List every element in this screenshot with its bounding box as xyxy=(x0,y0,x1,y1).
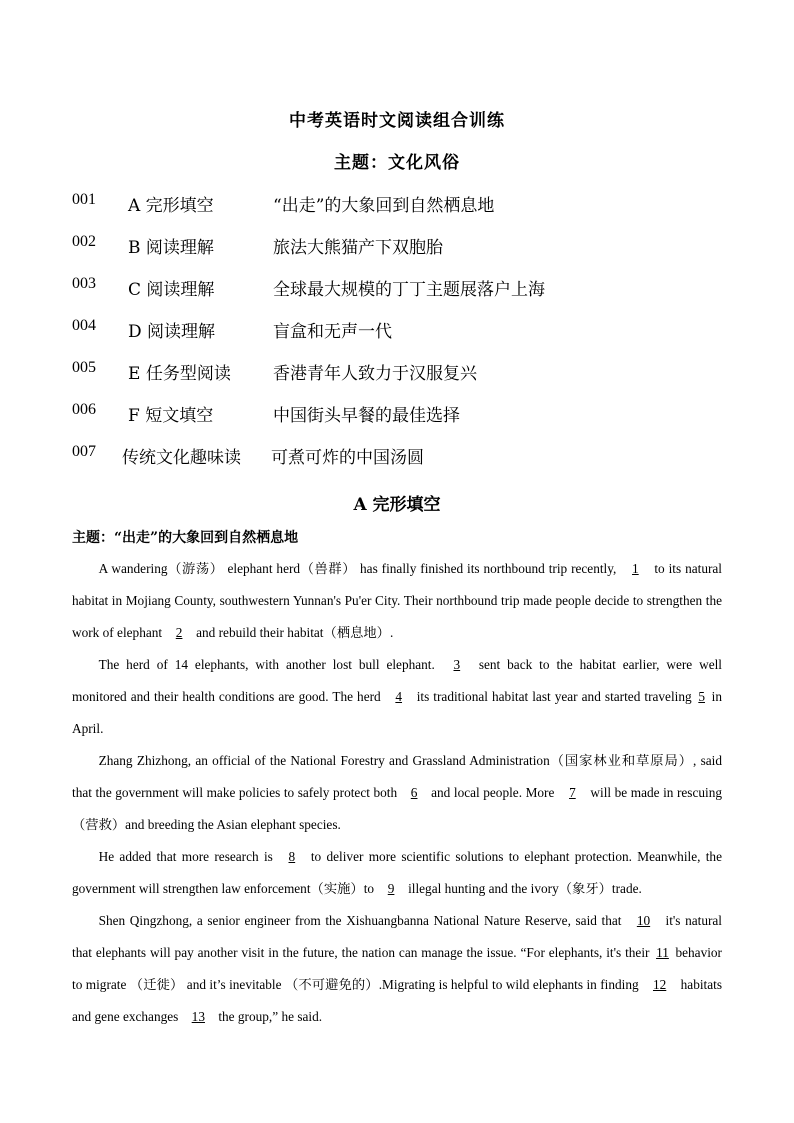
paragraph: Shen Qingzhong, a senior engineer from the Xishuangbanna National Nature Reserve, said that 10 it's natural that elephants will pay another visit in the future, the nation can manage the issue. “For elephants, it's their 11 behavior to migrate （迁徙） and it’s inevitable （不可避免的）.Migrating is helpful to wild elephants in finding 12 habitats and gene exchanges 13 the group,” he said. xyxy=(72,905,722,1033)
toc-number: 006 xyxy=(72,401,96,418)
toc-number: 001 xyxy=(72,191,96,208)
toc-type: D 阅读理解 xyxy=(128,322,216,342)
section-title: A 完形填空 xyxy=(353,495,441,515)
blank-12[interactable]: 12 xyxy=(652,977,667,992)
paragraph: The herd of 14 elephants, with another lost bull elephant. 3 sent back to the habitat earlier, were well monitored and their health conditions are good. The herd 4 its traditional habitat last year and started traveling 5 in April. xyxy=(72,649,722,745)
paragraph: Zhang Zhizhong, an official of the National Forestry and Grassland Administration（国家林业和草原局）, said that the government will make policies to safely protect both 6 and local people. More 7 will be made in rescuing（营救）and breeding the Asian elephant species. xyxy=(72,753,723,832)
toc-title: 全球最大规模的丁丁主题展落户上海 xyxy=(273,280,545,300)
toc-title: 可煮可炸的中国汤圆 xyxy=(271,448,424,468)
table-of-contents xyxy=(72,191,722,485)
blank-4[interactable]: 4 xyxy=(395,689,403,704)
blank-10[interactable]: 10 xyxy=(636,913,651,928)
document-subtitle: 主题：文化风俗 xyxy=(334,153,460,173)
toc-title: 中国街头早餐的最佳选择 xyxy=(273,406,460,426)
paragraph: He added that more research is 8 to deliver more scientific solutions to elephant protection. Meanwhile, the government will strengthen law enforcement（实施）to 9 illegal hunting and the ivory（象牙）trade. xyxy=(72,841,722,905)
toc-title: “出走”的大象回到自然栖息地 xyxy=(273,196,495,216)
toc-item xyxy=(72,275,722,317)
document-title: 中考英语时文阅读组合训练 xyxy=(289,111,505,131)
toc-item xyxy=(72,401,722,443)
blank-5[interactable]: 5 xyxy=(698,689,705,704)
blank-7[interactable]: 7 xyxy=(569,785,576,800)
blank-3[interactable]: 3 xyxy=(453,657,461,672)
toc-title: 盲盒和无声一代 xyxy=(273,322,392,342)
toc-type: 传统文化趣味读 xyxy=(122,448,241,468)
toc-item xyxy=(72,359,722,401)
paragraph: A wandering（游荡） elephant herd（兽群） has finally finished its northbound trip recently, 1 to its natural habitat in Mojiang County, southwestern Yunnan's Pu'er City. Their northbound trip made people decide to strengthen the work of elephant 2 and rebuild their habitat（栖息地）. xyxy=(72,553,722,649)
toc-number: 002 xyxy=(72,233,96,250)
cloze-passage xyxy=(72,553,722,1033)
toc-type: B 阅读理解 xyxy=(128,238,214,258)
toc-title: 旅法大熊猫产下双胞胎 xyxy=(273,238,443,258)
toc-type: A 完形填空 xyxy=(128,196,214,216)
toc-item xyxy=(72,191,722,233)
blank-6[interactable]: 6 xyxy=(410,785,418,800)
blank-13[interactable]: 13 xyxy=(191,1009,205,1024)
toc-number: 003 xyxy=(72,275,96,292)
blank-2[interactable]: 2 xyxy=(175,625,183,640)
blank-11[interactable]: 11 xyxy=(656,945,669,960)
toc-title: 香港青年人致力于汉服复兴 xyxy=(273,364,477,384)
toc-type: E 任务型阅读 xyxy=(128,364,231,384)
blank-8[interactable]: 8 xyxy=(288,849,296,864)
section-theme: 主题：“出走”的大象回到自然栖息地 xyxy=(72,530,299,546)
toc-item xyxy=(72,233,722,275)
toc-number: 005 xyxy=(72,359,96,376)
toc-item xyxy=(72,317,722,359)
toc-number: 004 xyxy=(72,317,96,334)
toc-type: C 阅读理解 xyxy=(128,280,215,300)
toc-item xyxy=(72,443,722,485)
blank-1[interactable]: 1 xyxy=(632,561,639,576)
blank-9[interactable]: 9 xyxy=(387,881,395,896)
toc-type: F 短文填空 xyxy=(128,406,214,426)
toc-number: 007 xyxy=(72,443,96,460)
